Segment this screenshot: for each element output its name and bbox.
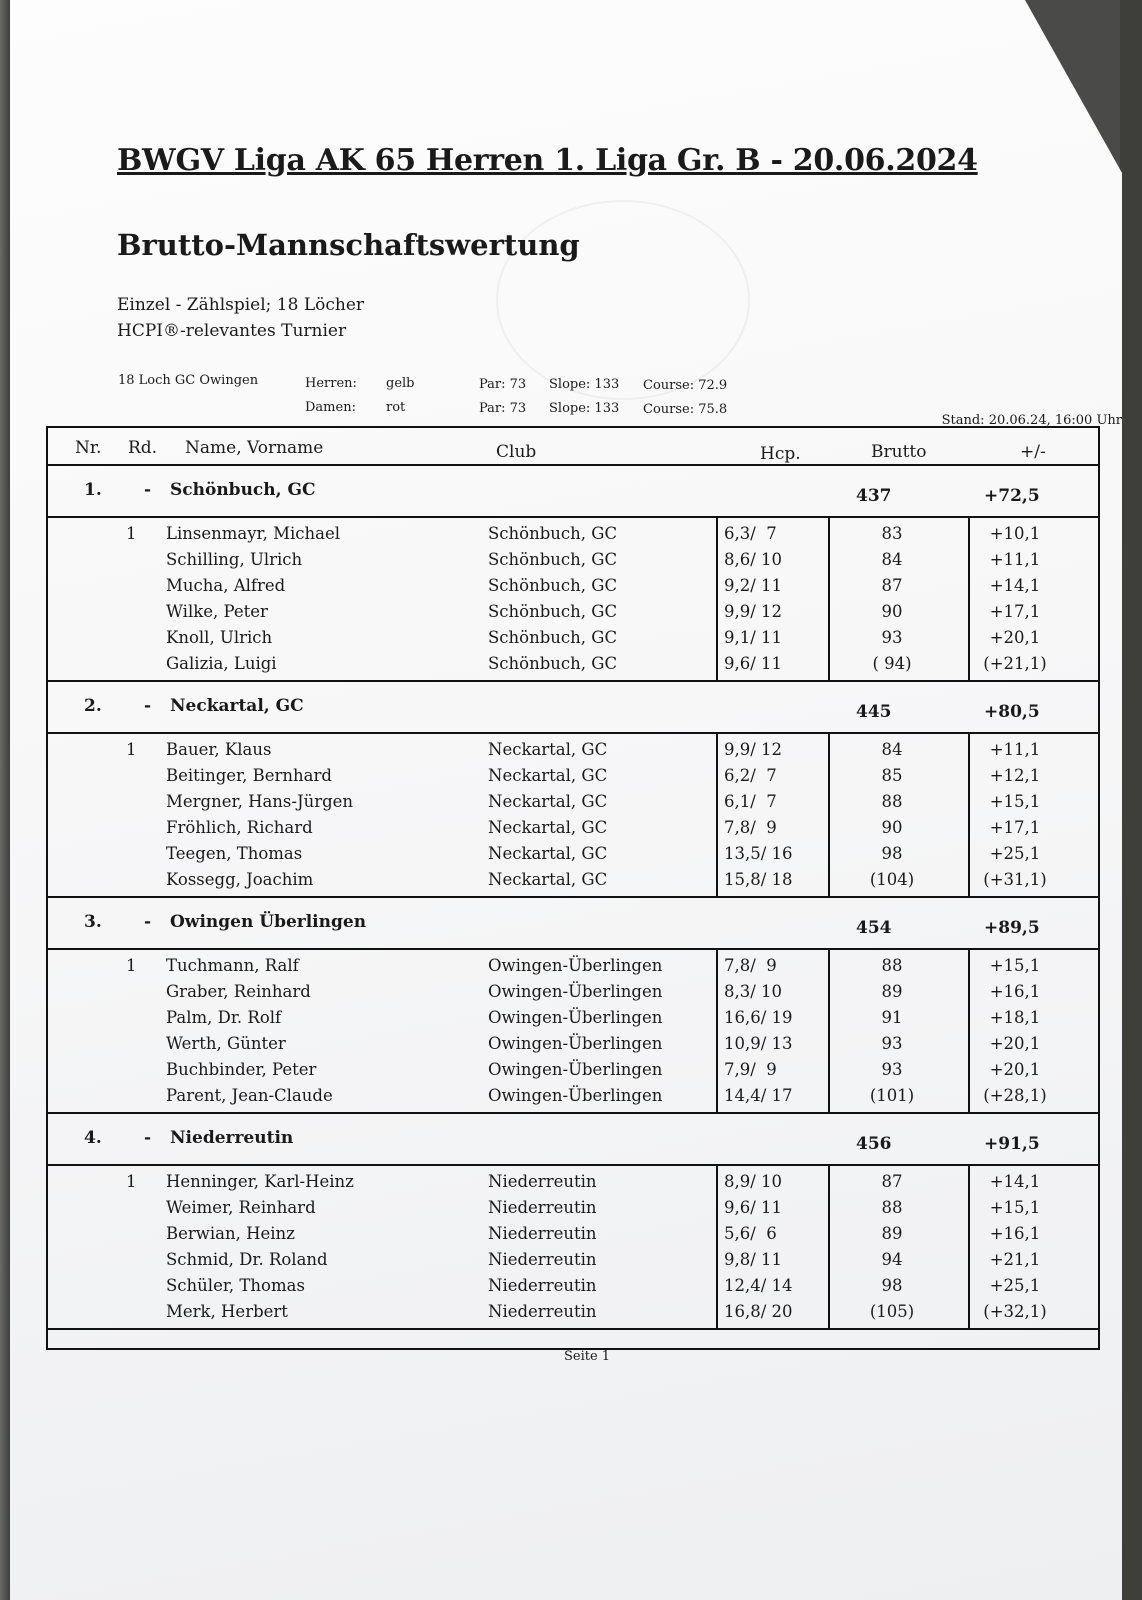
team-diff: +72,5 bbox=[984, 486, 1040, 506]
player-name: Schilling, Ulrich bbox=[166, 550, 303, 569]
player-row bbox=[48, 738, 1098, 764]
player-club: Schönbuch, GC bbox=[488, 524, 618, 543]
table-header bbox=[48, 428, 1098, 466]
player-name: Schüler, Thomas bbox=[166, 1276, 305, 1295]
player-name: Buchbinder, Peter bbox=[166, 1060, 317, 1079]
player-row bbox=[48, 1300, 1098, 1326]
player-hcp: 9,6/ 11 bbox=[724, 654, 783, 673]
player-diff: +25,1 bbox=[989, 1276, 1041, 1295]
team-row bbox=[48, 1114, 1098, 1166]
player-hcp: 12,4/ 14 bbox=[724, 1276, 793, 1295]
team-round: - bbox=[144, 696, 152, 716]
player-brutto: (101) bbox=[869, 1086, 915, 1105]
player-brutto: 84 bbox=[881, 740, 903, 759]
player-diff: +14,1 bbox=[989, 1172, 1041, 1191]
header-rd: Rd. bbox=[128, 438, 158, 458]
player-row bbox=[48, 626, 1098, 652]
results-table bbox=[46, 426, 1100, 1350]
slope-damen: Slope: 133 bbox=[549, 401, 620, 416]
player-club: Neckartal, GC bbox=[488, 844, 608, 863]
team-diff: +91,5 bbox=[984, 1134, 1040, 1154]
player-row bbox=[48, 868, 1098, 894]
player-diff: +15,1 bbox=[989, 1198, 1041, 1217]
player-brutto: 89 bbox=[881, 1224, 903, 1243]
player-club: Niederreutin bbox=[488, 1172, 597, 1191]
player-brutto: 89 bbox=[881, 982, 903, 1001]
player-club: Owingen-Überlingen bbox=[488, 1060, 663, 1079]
tee-label-herren: Herren: bbox=[305, 376, 357, 391]
player-name: Weimer, Reinhard bbox=[166, 1198, 316, 1217]
player-row bbox=[48, 764, 1098, 790]
header-brutto: Brutto bbox=[871, 442, 927, 462]
background-right-edge bbox=[1120, 0, 1142, 1600]
player-diff: +14,1 bbox=[989, 576, 1041, 595]
team-rank: 1. bbox=[84, 480, 102, 500]
player-diff: +25,1 bbox=[989, 844, 1041, 863]
player-name: Tuchmann, Ralf bbox=[166, 956, 299, 975]
player-brutto: 90 bbox=[881, 818, 903, 837]
player-name: Berwian, Heinz bbox=[166, 1224, 295, 1243]
player-hcp: 9,9/ 12 bbox=[724, 602, 783, 621]
player-club: Neckartal, GC bbox=[488, 870, 608, 889]
player-row bbox=[48, 1058, 1098, 1084]
player-name: Fröhlich, Richard bbox=[166, 818, 313, 837]
team-row bbox=[48, 682, 1098, 734]
player-diff: +20,1 bbox=[989, 1034, 1041, 1053]
player-club: Neckartal, GC bbox=[488, 740, 608, 759]
player-diff: +15,1 bbox=[989, 792, 1041, 811]
stand-timestamp: Stand: 20.06.24, 16:00 Uhr bbox=[941, 413, 1122, 428]
player-club: Neckartal, GC bbox=[488, 818, 608, 837]
player-diff: (+21,1) bbox=[983, 654, 1047, 673]
player-hcp: 10,9/ 13 bbox=[724, 1034, 793, 1053]
team-name: Niederreutin bbox=[170, 1128, 294, 1148]
team-diff: +89,5 bbox=[984, 918, 1040, 938]
player-hcp: 7,9/ 9 bbox=[724, 1060, 777, 1079]
player-diff: +15,1 bbox=[989, 956, 1041, 975]
player-brutto: ( 94) bbox=[872, 654, 912, 673]
team-brutto: 456 bbox=[856, 1134, 892, 1154]
player-brutto: (105) bbox=[869, 1302, 915, 1321]
player-brutto: 93 bbox=[881, 1034, 903, 1053]
player-diff: (+31,1) bbox=[983, 870, 1047, 889]
player-hcp: 9,8/ 11 bbox=[724, 1250, 783, 1269]
header-name: Name, Vorname bbox=[185, 438, 324, 458]
player-diff: +21,1 bbox=[989, 1250, 1041, 1269]
player-diff: +16,1 bbox=[989, 1224, 1041, 1243]
player-name: Bauer, Klaus bbox=[166, 740, 272, 759]
team-brutto: 445 bbox=[856, 702, 892, 722]
mode-line-2: HCPI®-relevantes Turnier bbox=[117, 321, 347, 341]
team-diff: +80,5 bbox=[984, 702, 1040, 722]
player-hcp: 15,8/ 18 bbox=[724, 870, 793, 889]
player-block bbox=[48, 950, 1098, 1114]
tournament-mode bbox=[117, 292, 364, 344]
player-club: Schönbuch, GC bbox=[488, 576, 618, 595]
player-row bbox=[48, 652, 1098, 678]
team-round: - bbox=[144, 912, 152, 932]
player-hcp: 9,9/ 12 bbox=[724, 740, 783, 759]
player-club: Schönbuch, GC bbox=[488, 602, 618, 621]
player-club: Neckartal, GC bbox=[488, 766, 608, 785]
player-row bbox=[48, 1006, 1098, 1032]
player-name: Kossegg, Joachim bbox=[166, 870, 314, 889]
player-name: Graber, Reinhard bbox=[166, 982, 311, 1001]
player-name: Palm, Dr. Rolf bbox=[166, 1008, 282, 1027]
document-title: BWGV Liga AK 65 Herren 1. Liga Gr. B - 20.06.2024 bbox=[117, 143, 978, 178]
player-row bbox=[48, 954, 1098, 980]
player-club: Niederreutin bbox=[488, 1250, 597, 1269]
player-diff: +17,1 bbox=[989, 818, 1041, 837]
player-diff: +11,1 bbox=[989, 550, 1041, 569]
player-name: Parent, Jean-Claude bbox=[166, 1086, 333, 1105]
player-diff: +20,1 bbox=[989, 1060, 1041, 1079]
player-brutto: 98 bbox=[881, 844, 903, 863]
player-name: Linsenmayr, Michael bbox=[166, 524, 341, 543]
player-row bbox=[48, 790, 1098, 816]
player-row bbox=[48, 574, 1098, 600]
player-hcp: 8,9/ 10 bbox=[724, 1172, 783, 1191]
player-hcp: 7,8/ 9 bbox=[724, 956, 777, 975]
player-brutto: 93 bbox=[881, 1060, 903, 1079]
player-club: Niederreutin bbox=[488, 1198, 597, 1217]
player-row bbox=[48, 1248, 1098, 1274]
player-row bbox=[48, 1196, 1098, 1222]
player-hcp: 6,3/ 7 bbox=[724, 524, 777, 543]
player-diff: +20,1 bbox=[989, 628, 1041, 647]
player-club: Owingen-Überlingen bbox=[488, 956, 663, 975]
tee-color-herren: gelb bbox=[386, 376, 415, 391]
player-name: Beitinger, Bernhard bbox=[166, 766, 332, 785]
player-brutto: 94 bbox=[881, 1250, 903, 1269]
player-row bbox=[48, 522, 1098, 548]
player-club: Niederreutin bbox=[488, 1224, 597, 1243]
player-name: Merk, Herbert bbox=[166, 1302, 288, 1321]
player-name: Henninger, Karl-Heinz bbox=[166, 1172, 354, 1191]
player-row bbox=[48, 1084, 1098, 1110]
player-diff: +10,1 bbox=[989, 524, 1041, 543]
par-herren: Par: 73 bbox=[479, 377, 527, 392]
player-diff: +11,1 bbox=[989, 740, 1041, 759]
header-diff: +/- bbox=[1020, 442, 1046, 462]
player-club: Neckartal, GC bbox=[488, 792, 608, 811]
player-round: 1 bbox=[126, 956, 137, 975]
player-row bbox=[48, 816, 1098, 842]
team-brutto: 454 bbox=[856, 918, 892, 938]
document-subtitle: Brutto-Mannschaftswertung bbox=[117, 228, 580, 262]
player-name: Schmid, Dr. Roland bbox=[166, 1250, 328, 1269]
player-club: Owingen-Überlingen bbox=[488, 1086, 663, 1105]
player-brutto: (104) bbox=[869, 870, 915, 889]
player-brutto: 83 bbox=[881, 524, 903, 543]
slope-herren: Slope: 133 bbox=[549, 377, 620, 392]
player-hcp: 6,2/ 7 bbox=[724, 766, 777, 785]
team-rank: 3. bbox=[84, 912, 102, 932]
player-row bbox=[48, 1222, 1098, 1248]
player-hcp: 14,4/ 17 bbox=[724, 1086, 793, 1105]
team-brutto: 437 bbox=[856, 486, 892, 506]
player-brutto: 93 bbox=[881, 628, 903, 647]
player-brutto: 88 bbox=[881, 792, 903, 811]
player-row bbox=[48, 548, 1098, 574]
player-hcp: 16,6/ 19 bbox=[724, 1008, 793, 1027]
player-brutto: 85 bbox=[881, 766, 903, 785]
player-club: Schönbuch, GC bbox=[488, 550, 618, 569]
team-name: Schönbuch, GC bbox=[170, 480, 316, 500]
player-brutto: 87 bbox=[881, 1172, 903, 1191]
player-hcp: 13,5/ 16 bbox=[724, 844, 793, 863]
player-club: Owingen-Überlingen bbox=[488, 982, 663, 1001]
player-brutto: 88 bbox=[881, 1198, 903, 1217]
player-hcp: 5,6/ 6 bbox=[724, 1224, 777, 1243]
player-hcp: 9,6/ 11 bbox=[724, 1198, 783, 1217]
team-round: - bbox=[144, 480, 152, 500]
player-row bbox=[48, 1274, 1098, 1300]
player-hcp: 16,8/ 20 bbox=[724, 1302, 793, 1321]
header-club: Club bbox=[496, 442, 537, 462]
par-damen: Par: 73 bbox=[479, 401, 527, 416]
player-round: 1 bbox=[126, 1172, 137, 1191]
player-club: Schönbuch, GC bbox=[488, 654, 618, 673]
player-brutto: 84 bbox=[881, 550, 903, 569]
player-hcp: 9,2/ 11 bbox=[724, 576, 783, 595]
player-diff: (+28,1) bbox=[983, 1086, 1047, 1105]
player-name: Werth, Günter bbox=[166, 1034, 286, 1053]
player-row bbox=[48, 1032, 1098, 1058]
player-hcp: 7,8/ 9 bbox=[724, 818, 777, 837]
tee-color-damen: rot bbox=[386, 400, 406, 415]
player-hcp: 8,3/ 10 bbox=[724, 982, 783, 1001]
tee-label-damen: Damen: bbox=[305, 400, 356, 415]
page-footer: Seite 1 bbox=[564, 1349, 611, 1364]
player-round: 1 bbox=[126, 524, 137, 543]
player-row bbox=[48, 1170, 1098, 1196]
player-row bbox=[48, 980, 1098, 1006]
course-rating-damen: Course: 75.8 bbox=[643, 402, 728, 417]
player-diff: +16,1 bbox=[989, 982, 1041, 1001]
player-brutto: 98 bbox=[881, 1276, 903, 1295]
player-club: Niederreutin bbox=[488, 1302, 597, 1321]
team-rank: 4. bbox=[84, 1128, 102, 1148]
player-block bbox=[48, 518, 1098, 682]
player-hcp: 9,1/ 11 bbox=[724, 628, 783, 647]
player-club: Owingen-Überlingen bbox=[488, 1008, 663, 1027]
player-diff: +18,1 bbox=[989, 1008, 1041, 1027]
header-nr: Nr. bbox=[75, 438, 102, 458]
player-brutto: 90 bbox=[881, 602, 903, 621]
team-row bbox=[48, 898, 1098, 950]
player-brutto: 88 bbox=[881, 956, 903, 975]
team-round: - bbox=[144, 1128, 152, 1148]
player-name: Mergner, Hans-Jürgen bbox=[166, 792, 354, 811]
player-block bbox=[48, 734, 1098, 898]
player-hcp: 8,6/ 10 bbox=[724, 550, 783, 569]
course-name: 18 Loch GC Owingen bbox=[118, 373, 259, 388]
player-hcp: 6,1/ 7 bbox=[724, 792, 777, 811]
player-name: Teegen, Thomas bbox=[166, 844, 303, 863]
team-name: Owingen Überlingen bbox=[170, 912, 367, 932]
mode-line-1: Einzel - Zählspiel; 18 Löcher bbox=[117, 295, 365, 315]
header-hcp: Hcp. bbox=[760, 444, 801, 464]
player-round: 1 bbox=[126, 740, 137, 759]
player-diff: +12,1 bbox=[989, 766, 1041, 785]
player-row bbox=[48, 600, 1098, 626]
player-name: Galizia, Luigi bbox=[166, 654, 277, 673]
player-club: Niederreutin bbox=[488, 1276, 597, 1295]
player-diff: +17,1 bbox=[989, 602, 1041, 621]
player-block bbox=[48, 1166, 1098, 1330]
player-row bbox=[48, 842, 1098, 868]
player-name: Mucha, Alfred bbox=[166, 576, 286, 595]
player-name: Wilke, Peter bbox=[166, 602, 268, 621]
player-name: Knoll, Ulrich bbox=[166, 628, 273, 647]
player-club: Schönbuch, GC bbox=[488, 628, 618, 647]
player-brutto: 87 bbox=[881, 576, 903, 595]
course-rating-herren: Course: 72.9 bbox=[643, 378, 728, 393]
team-rank: 2. bbox=[84, 696, 102, 716]
player-club: Owingen-Überlingen bbox=[488, 1034, 663, 1053]
team-name: Neckartal, GC bbox=[170, 696, 304, 716]
team-row bbox=[48, 466, 1098, 518]
player-brutto: 91 bbox=[881, 1008, 903, 1027]
player-diff: (+32,1) bbox=[983, 1302, 1047, 1321]
